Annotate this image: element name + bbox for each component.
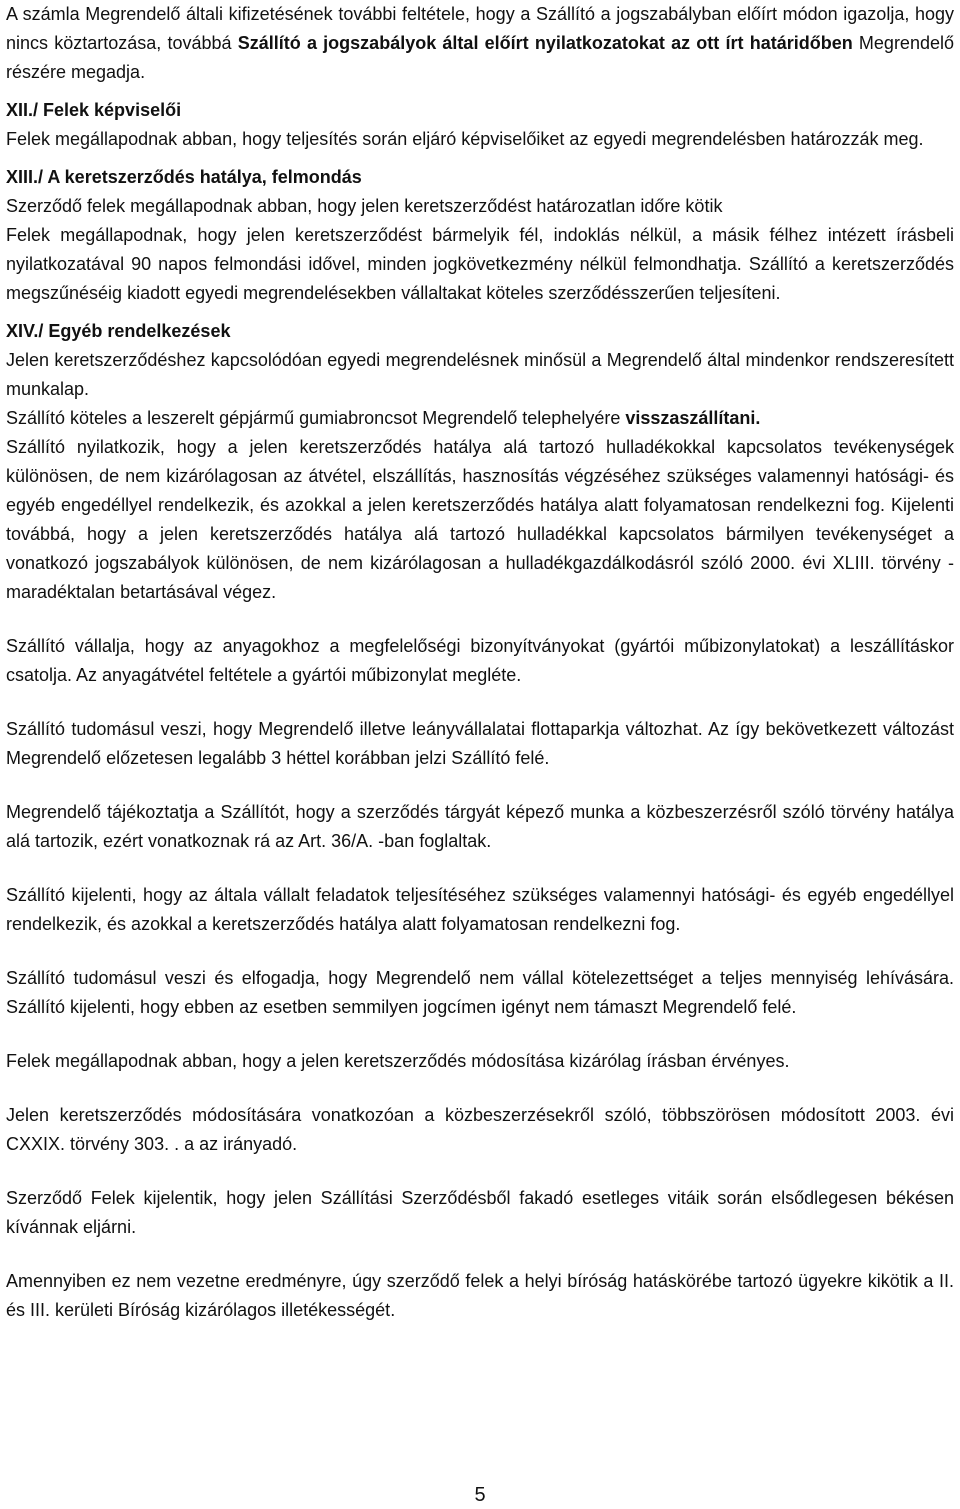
section-xiv-paragraph-7: Szállító kijelenti, hogy az általa vállalt feladatok teljesítéséhez szükséges valamennyi hatósági- és egyéb engedéllyel rendelkezik, és azokkal a keretszerződés hatálya alatt folyamatosan rendelkezni fog. [6, 885, 954, 934]
section-xiv-paragraph-10: Jelen keretszerződés módosítására vonatkozóan a közbeszerzésekről szóló, többszörösen módosított 2003. évi CXXIX. törvény 303. . a az irányadó. [6, 1105, 954, 1154]
intro-text-bold: Szállító a jogszabályok által előírt nyilatkozatokat az ott írt határidőben [237, 33, 853, 53]
section-heading-xii: XII./ Felek képviselői [6, 100, 182, 120]
document-page [6, 0, 954, 1325]
section-xiv-paragraph-12: Amennyiben ez nem vezetne eredményre, úgy szerződő felek a helyi bíróság hatáskörébe tartozó ügyekre kikötik a II. és III. kerületi Bíróság kizárólagos illetékességét. [6, 1271, 954, 1320]
paragraph-2-bold: visszaszállítani. [625, 408, 761, 428]
section-heading-xiii: XIII./ A keretszerződés hatálya, felmondás [6, 167, 362, 187]
section-xii-body: Felek megállapodnak abban, hogy teljesítés során eljáró képviselőiket az egyedi megrendelésben határozzák meg. [6, 129, 924, 149]
intro-text-part2: Megrendelő részére megadja. [6, 33, 954, 82]
intro-paragraph [6, 0, 954, 87]
paragraph-2-text: Szállító köteles a leszerelt gépjármű gumiabroncsot Megrendelő telephelyére [6, 408, 626, 428]
section-xiv-paragraph-3: Szállító nyilatkozik, hogy a jelen keretszerződés hatálya alá tartozó hulladékokkal kapcsolatos tevékenységek különösen, de nem kizárólagosan az átvétel, elszállítás, hasznosítás végzéséhez szükséges valamennyi hatósági- és egyéb engedéllyel rendelkezik, és azokkal a jelen keretszerződés hatálya alatt folyamatosan rendelkezni fog. Kijelenti továbbá, hogy a jelen keretszerződés hatálya alá tartozó hulladékkal kapcsolatos bármilyen tevékenységet a vonatkozó jogszabályok különösen, de nem kizárólagosan a hulladékgazdálkodásról szóló 2000. évi XLIII. törvény - maradéktalan betartásával végez. [6, 437, 954, 602]
section-xiii-paragraph-2: Felek megállapodnak, hogy jelen keretszerződést bármelyik fél, indoklás nélkül, a másik félhez intézett írásbeli nyilatkozatával 90 napos felmondási idővel, minden jogkövetkezmény nélkül felmondhatja. Szállító a keretszerződés megszűnéséig kiadott egyedi megrendelésekben vállaltakat köteles szerződésszerűen teljesíteni. [6, 225, 954, 303]
section-xiii-paragraph-1: Szerződő felek megállapodnak abban, hogy jelen keretszerződést határozatlan időre kötik [6, 196, 723, 216]
section-xiv-paragraph-2 [6, 404, 954, 433]
section-xiv-paragraph-5: Szállító tudomásul veszi, hogy Megrendelő illetve leányvállalatai flottaparkja változhat. Az így bekövetkezett változást Megrendelő előzetesen legalább 3 héttel korábban jelzi Szállító felé. [6, 719, 954, 768]
page-number: 5 [474, 1484, 486, 1506]
section-xiv-paragraph-8: Szállító tudomásul veszi és elfogadja, hogy Megrendelő nem vállal kötelezettséget a teljes mennyiség lehívására. Szállító kijelenti, hogy ebben az esetben semmilyen jogcímen igényt nem támaszt Megrendelő felé. [6, 968, 954, 1017]
section-xiv-paragraph-4: Szállító vállalja, hogy az anyagokhoz a megfelelőségi bizonyítványokat (gyártói műbizonylatokat) a leszállításkor csatolja. Az anyagátvétel feltétele a gyártói műbizonylat megléte. [6, 636, 954, 685]
section-xiv-paragraph-11: Szerződő Felek kijelentik, hogy jelen Szállítási Szerződésből fakadó esetleges vitáik során elsődlegesen békésen kívánnak eljárni. [6, 1188, 954, 1237]
section-xiv-paragraph-9: Felek megállapodnak abban, hogy a jelen keretszerződés módosítása kizárólag írásban érvényes. [6, 1051, 790, 1071]
section-heading-xiv: XIV./ Egyéb rendelkezések [6, 321, 231, 341]
section-xiv-paragraph-6: Megrendelő tájékoztatja a Szállítót, hogy a szerződés tárgyát képező munka a közbeszerzésről szóló törvény hatálya alá tartozik, ezért vonatkoznak rá az Art. 36/A. -ban foglaltak. [6, 802, 954, 851]
section-xiv-paragraph-1: Jelen keretszerződéshez kapcsolódóan egyedi megrendelésnek minősül a Megrendelő által mindenkor rendszeresített munkalap. [6, 350, 954, 399]
intro-text-part1: A számla Megrendelő általi kifizetésének további feltétele, hogy a Szállító a jogszabályban előírt módon igazolja, hogy nincs köztartozása, továbbá [6, 4, 954, 53]
